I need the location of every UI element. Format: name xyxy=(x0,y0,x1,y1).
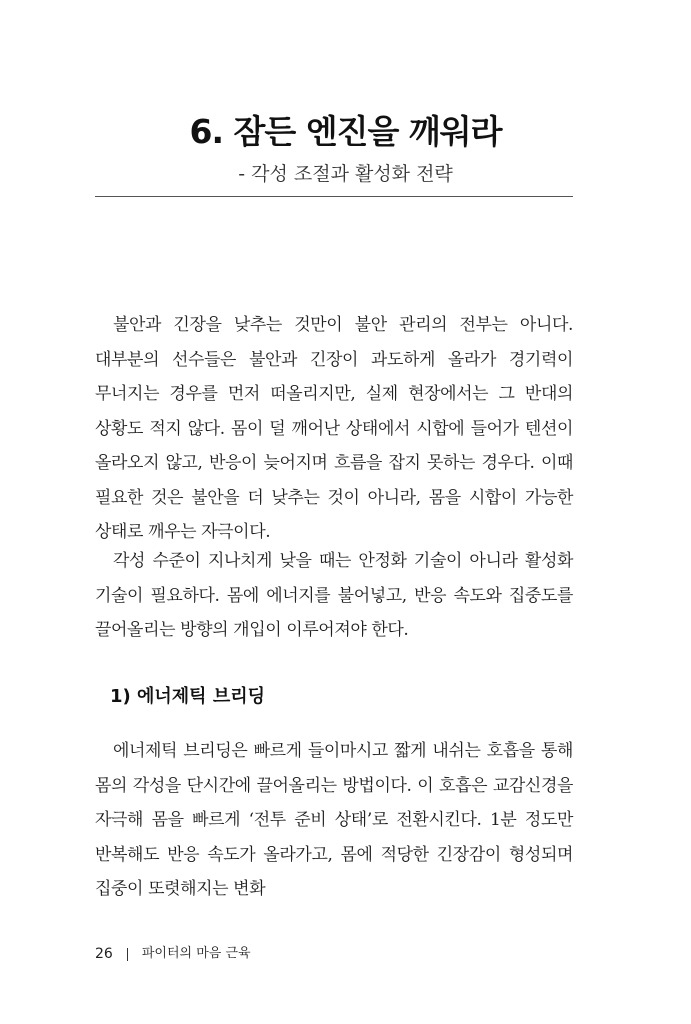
running-book-title: 파이터의 마음 근육 xyxy=(141,946,251,961)
chapter-subtitle: - 각성 조절과 활성화 전략 xyxy=(238,163,453,185)
section-heading: 1) 에너제틱 브리딩 xyxy=(110,686,265,707)
section-paragraph: 에너제틱 브리딩은 빠르게 들이마시고 짧게 내쉬는 호흡을 통해 몸의 각성을 단시간에 끌어올리는 방법이다. 이 호흡은 교감신경을 자극해 몸을 빠르게 ‘전투 준비 상태’로 전환시킨다. 1분 정도만 반복해도 반응 속도가 올라가고, 몸에 적당한 긴장감이 형성되며 집중이 또렷해지는 변화 xyxy=(95,741,573,899)
footer-separator xyxy=(127,948,128,961)
body-paragraph-1: 불안과 긴장을 낮추는 것만이 불안 관리의 전부는 아니다. 대부분의 선수들은 불안과 긴장이 과도하게 올라가 경기력이 무너지는 경우를 먼저 떠올리지만, 실제 현장에서는 그 반대의 상황도 적지 않다. 몸이 덜 깨어난 상태에서 시합에 들어가 텐션이 올라오지 않고, 반응이 늦어지며 흐름을 잡지 못하는 경우다. 이때 필요한 것은 불안을 더 낮추는 것이 아니라, 몸을 시합이 가능한 상태로 깨우는 자극이다. xyxy=(95,315,573,542)
chapter-title: 6. 잠든 엔진을 깨워라 xyxy=(189,112,502,151)
page-footer xyxy=(95,944,251,964)
body-paragraph-2: 각성 수준이 지나치게 낮을 때는 안정화 기술이 아니라 활성화 기술이 필요하다. 몸에 에너지를 불어넣고, 반응 속도와 집중도를 끌어올리는 방향의 개입이 이루어져야 한다. xyxy=(95,551,573,640)
title-divider xyxy=(95,196,573,197)
page-number: 26 xyxy=(95,946,113,962)
